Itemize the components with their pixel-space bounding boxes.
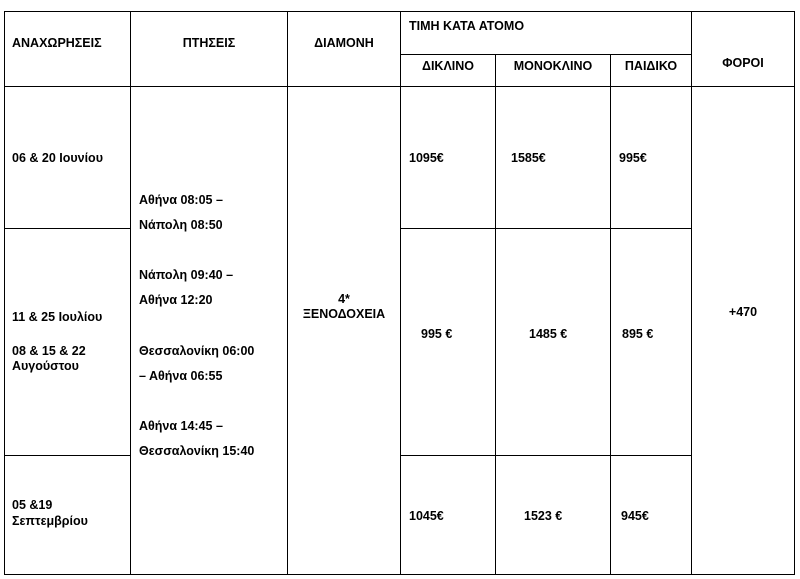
header-child: ΠΑΙΔΙΚΟ [624,59,678,73]
stay-hotels: ΞΕΝΟΔΟΧΕΙΑ [302,307,386,321]
flight-3-line1: Θεσσαλονίκη 06:00 [139,344,255,358]
price-row-2-child: 895 € [622,327,654,341]
row-divider [4,86,795,87]
price-row-2-single: 1485 € [529,327,568,341]
flight-2-line1: Νάπολη 09:40 – [139,268,234,282]
column-divider [691,11,692,575]
price-row-1-child: 995€ [619,151,647,165]
row-divider [4,455,131,456]
departure-row-2b-line1: 08 & 15 & 22 [12,344,86,358]
header-taxes: ΦΟΡΟΙ [722,56,764,70]
stay-stars: 4* [338,292,350,306]
flight-3-line2: – Αθήνα 06:55 [139,369,223,383]
column-divider [610,54,611,575]
column-divider [400,11,401,575]
table-border-top [4,11,795,12]
flight-1-line2: Νάπολη 08:50 [139,218,223,232]
departure-row-3-line2: Σεπτεμβρίου [12,514,88,528]
taxes-value: +470 [728,305,758,319]
header-stay: ΔΙΑΜΟΝΗ [314,36,374,50]
row-divider [400,455,692,456]
price-row-3-double: 1045€ [409,509,444,523]
row-divider [400,54,691,55]
price-row-2-double: 995 € [421,327,453,341]
column-divider [495,54,496,575]
header-departures: ΑΝΑΧΩΡΗΣΕΙΣ [12,36,102,50]
header-single: ΜΟΝΟΚΛΙΝΟ [513,59,593,73]
price-row-1-double: 1095€ [409,151,444,165]
price-row-1-single: 1585€ [511,151,546,165]
price-row-3-child: 945€ [621,509,649,523]
price-row-3-single: 1523 € [524,509,563,523]
departure-row-2a: 11 & 25 Ιουλίου [12,310,103,324]
header-flights: ΠΤΗΣΕΙΣ [182,36,236,50]
table-border-left [4,11,5,575]
flight-1-line1: Αθήνα 08:05 – [139,193,223,207]
row-divider [400,228,692,229]
header-double: ΔΙΚΛΙΝΟ [421,59,475,73]
departure-row-3-line1: 05 &19 [12,498,53,512]
departure-row-1: 06 & 20 Ιουνίου [12,151,103,165]
flight-4-line2: Θεσσαλονίκη 15:40 [139,444,255,458]
row-divider [4,228,131,229]
flight-2-line2: Αθήνα 12:20 [139,293,213,307]
header-price-per-person: ΤΙΜΗ ΚΑΤΑ ΑΤΟΜΟ [409,19,525,33]
departure-row-2b-line2: Αυγούστου [12,359,79,373]
column-divider [130,11,131,575]
flight-4-line1: Αθήνα 14:45 – [139,419,223,433]
table-border-right [794,11,795,575]
table-border-bottom [4,574,795,575]
